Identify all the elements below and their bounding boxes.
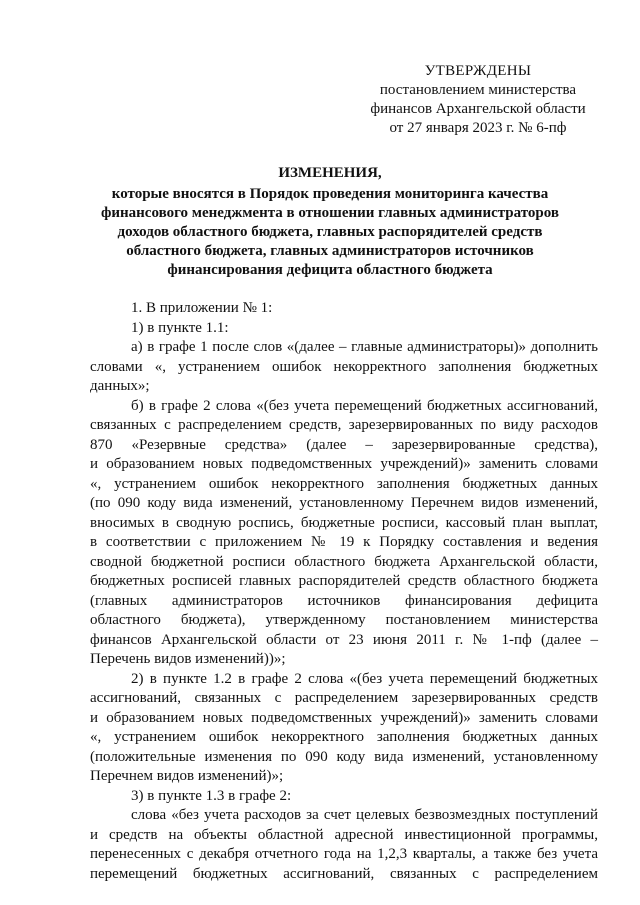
text-line: в соответствии с приложением № 19 к Порядку составления и ведения bbox=[90, 534, 598, 550]
paragraph-3 bbox=[90, 338, 598, 397]
text-line: вносимых в сводную роспись, бюджетные росписи, кассовый план выплат, bbox=[90, 514, 598, 531]
document-title bbox=[80, 164, 580, 280]
text-line: 3) в пункте 1.3 в графе 2: bbox=[131, 787, 292, 804]
text-line: словами «, устранением ошибок некорректного заполнения бюджетных bbox=[90, 358, 598, 375]
title-line: областного бюджета, главных администраторов источников bbox=[126, 243, 534, 259]
text-line: финансов Архангельской области от 23 июня 2011 г. № 1-пф (далее – bbox=[90, 631, 598, 648]
approval-heading: УТВЕРЖДЕНЫ bbox=[424, 63, 532, 79]
paragraph-2 bbox=[90, 319, 598, 339]
text-line: и образованием новых подведомственных учреждений)» заменить словами bbox=[90, 709, 598, 726]
text-line: слова «без учета расходов за счет целевых безвозмездных поступлений bbox=[131, 807, 598, 823]
text-line: 870 «Резервные средства» (далее – зарезервированные средства), bbox=[90, 436, 598, 453]
text-line: 2) в пункте 1.2 в графе 2 слова «(без учета перемещений бюджетных bbox=[131, 670, 598, 687]
text-line: ассигнований, связанных с распределением зарезервированных средств bbox=[90, 690, 598, 706]
text-line: Перечнем видов изменений)»; bbox=[90, 768, 284, 784]
approval-line: от 27 января 2023 г. № 6-пф bbox=[389, 120, 567, 136]
text-line: 1) в пункте 1.1: bbox=[131, 319, 229, 336]
text-line: б) в графе 2 слова «(без учета перемещений бюджетных ассигнований, bbox=[131, 397, 598, 414]
text-line: и средств на объекты областной адресной инвестиционной программы, bbox=[90, 826, 598, 843]
text-line: (по 090 коду вида изменений, установленному Перечнем видов изменений, bbox=[90, 495, 598, 511]
text-line: «, устранением ошибок некорректного заполнения бюджетных данных bbox=[90, 729, 598, 745]
title-line: финансирования дефицита областного бюджета bbox=[167, 262, 493, 278]
text-line: (главных администраторов источников финансирования дефицита bbox=[90, 592, 598, 609]
document-body bbox=[90, 299, 598, 884]
text-line: 1. В приложении № 1: bbox=[131, 300, 273, 316]
title-line: финансового менеджмента в отношении главных администраторов bbox=[100, 205, 559, 221]
text-line: перемещений бюджетных ассигнований, связанных с распределением bbox=[90, 865, 598, 882]
paragraph-1 bbox=[90, 299, 598, 319]
paragraph-6 bbox=[90, 787, 598, 807]
text-line: областного бюджета), утвержденному постановлением министерства bbox=[90, 612, 598, 628]
text-line: бюджетных росписей главных распорядителей средств областного бюджета bbox=[90, 573, 598, 589]
paragraph-7 bbox=[90, 806, 598, 884]
approval-line: финансов Архангельской области bbox=[370, 101, 586, 117]
text-line: а) в графе 1 после слов «(далее – главные администраторы)» дополнить bbox=[131, 339, 598, 355]
text-line: Перечень видов изменений))»; bbox=[90, 651, 286, 667]
approval-line: постановлением министерства bbox=[379, 82, 577, 98]
title-heading: ИЗМЕНЕНИЯ, bbox=[278, 165, 382, 181]
text-line: «, устранением ошибок некорректного заполнения бюджетных данных bbox=[90, 475, 598, 492]
text-line: (положительные изменения по 090 коду вида изменений, установленному bbox=[90, 748, 598, 765]
text-line: перенесенных с декабря отчетного года на 1,2,3 кварталы, а также без учета bbox=[90, 846, 598, 862]
text-line: связанных с распределением средств, зарезервированных по виду расходов bbox=[90, 417, 598, 433]
paragraph-4 bbox=[90, 397, 598, 670]
paragraph-5 bbox=[90, 670, 598, 787]
text-line: сводной бюджетной росписи областного бюджета Архангельской области, bbox=[90, 553, 598, 570]
title-line: которые вносятся в Порядок проведения мониторинга качества bbox=[111, 186, 549, 202]
approval-stamp bbox=[358, 62, 598, 138]
text-line: и образованием новых подведомственных учреждений)» заменить словами bbox=[90, 456, 598, 472]
text-line: данных»; bbox=[90, 378, 150, 394]
title-line: доходов областного бюджета, главных распорядителей средств bbox=[117, 224, 543, 240]
